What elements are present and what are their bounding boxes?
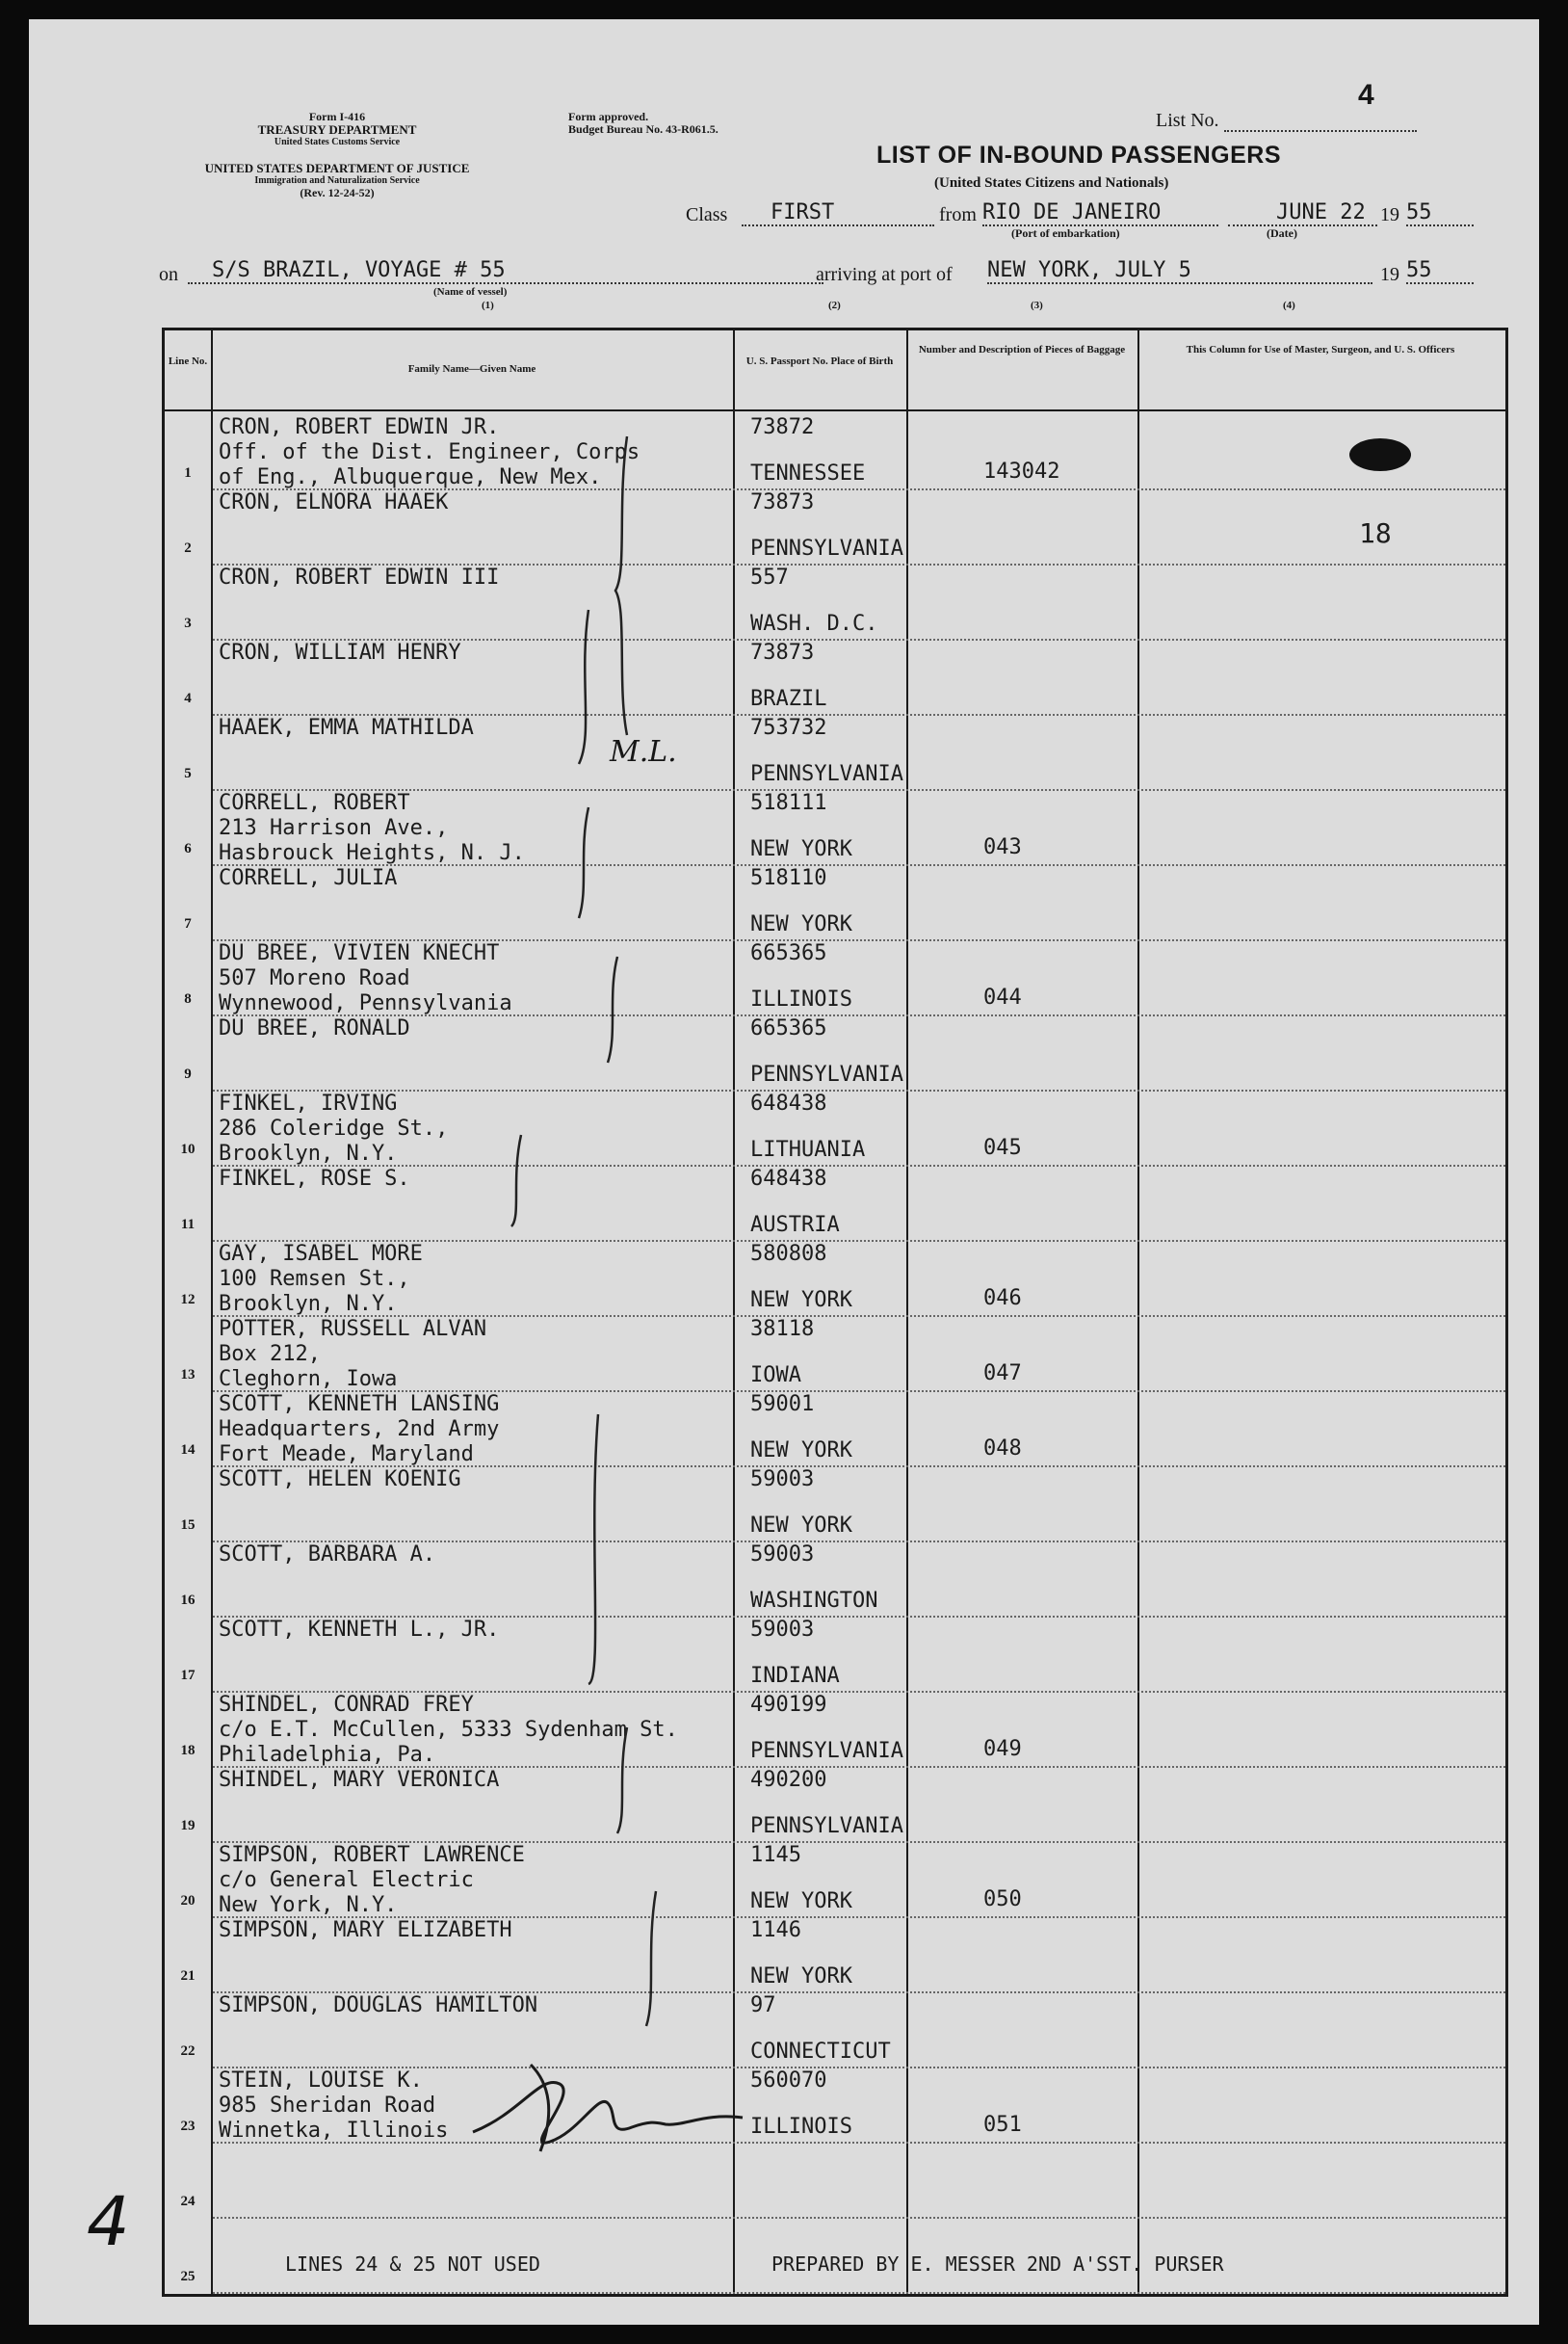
passenger-name: CRON, ELNORA HAAEK (219, 490, 449, 514)
form-info (193, 111, 482, 148)
place-of-birth: WASH. D.C. (750, 612, 878, 636)
passenger-name: SCOTT, BARBARA A. (219, 1542, 436, 1567)
service-2: Immigration and Naturalization Service (254, 175, 420, 186)
passenger-name: DU BREE, VIVIEN KNECHT 507 Moreno Road Wynnewood, Pennsylvania (219, 941, 512, 1015)
passport-number: 1146 (750, 1918, 801, 1942)
year-prefix: 19 (1380, 204, 1399, 225)
baggage-count: 143042 (983, 460, 1060, 484)
line-number: 19 (180, 1818, 196, 1833)
place-of-birth: PENNSYLVANIA (750, 537, 903, 561)
line-number: 21 (180, 1968, 196, 1984)
baggage-count: 050 (983, 1887, 1022, 1911)
from-value: RIO DE JANEIRO (982, 200, 1218, 226)
line-number: 8 (184, 991, 192, 1007)
passenger-name: CRON, ROBERT EDWIN III (219, 566, 500, 590)
passenger-name: STEIN, LOUISE K. 985 Sheridan Road Winnetka, Illinois (219, 2068, 449, 2143)
place-of-birth: NEW YORK (750, 1288, 852, 1312)
line-number: 9 (184, 1067, 192, 1082)
department: TREASURY DEPARTMENT (257, 122, 417, 137)
year-value: 55 (1406, 200, 1474, 226)
line-number: 16 (180, 1593, 196, 1608)
passport-number: 59003 (750, 1618, 815, 1642)
place-of-birth: TENNESSEE (750, 461, 866, 486)
form-info-2 (154, 162, 520, 199)
line-number: 3 (184, 616, 192, 631)
place-of-birth: LITHUANIA (750, 1138, 866, 1162)
place-of-birth: WASHINGTON (750, 1589, 878, 1613)
line-number: 2 (184, 540, 192, 556)
line-number: 25 (180, 2269, 196, 2284)
footer-unused: LINES 24 & 25 NOT USED (285, 2252, 540, 2276)
list-no-value: 4 (1358, 79, 1374, 111)
date-value: JUNE 22 (1228, 200, 1377, 226)
bracket-marks (165, 330, 839, 2294)
passenger-name: SCOTT, HELEN KOENIG (219, 1467, 461, 1491)
place-of-birth: PENNSYLVANIA (750, 762, 903, 786)
line-number: 22 (180, 2043, 196, 2059)
budget-bureau: Budget Bureau No. 43-R061.5. (568, 122, 719, 136)
year2-value: 55 (1406, 258, 1474, 284)
passport-number: 580808 (750, 1242, 827, 1266)
col-header-line-no: Line No. (168, 356, 208, 367)
col-header-passport: U. S. Passport No. Place of Birth (745, 356, 894, 367)
place-of-birth: PENNSYLVANIA (750, 1739, 903, 1763)
vessel-caption: (Name of vessel) (433, 286, 508, 298)
ink-blot (1349, 438, 1411, 471)
line-number: 15 (180, 1517, 196, 1533)
baggage-count: 046 (983, 1286, 1022, 1310)
passenger-name: CRON, WILLIAM HENRY (219, 641, 461, 665)
page-subtitle: (United States Citizens and Nationals) (934, 175, 1169, 191)
place-of-birth: INDIANA (750, 1664, 840, 1688)
line-number: 14 (180, 1442, 196, 1458)
column-1-marker: (1) (482, 300, 494, 311)
column-2-marker: (2) (828, 300, 841, 311)
passenger-name: SIMPSON, DOUGLAS HAMILTON (219, 1993, 538, 2017)
passport-number: 753732 (750, 716, 827, 740)
handwritten-ml: M.L. (610, 735, 677, 769)
class-label: Class (686, 204, 728, 225)
passenger-table (162, 328, 1508, 2297)
line-number: 20 (180, 1893, 196, 1909)
place-of-birth: ILLINOIS (750, 988, 852, 1012)
passenger-name: SCOTT, KENNETH LANSING Headquarters, 2nd Army Fort Meade, Maryland (219, 1392, 500, 1466)
baggage-count: 043 (983, 835, 1022, 859)
passenger-name: CORRELL, ROBERT 213 Harrison Ave., Hasbrouck Heights, N. J. (219, 791, 525, 865)
passenger-name: SHINDEL, CONRAD FREY c/o E.T. McCullen, 5333 Sydenham St. Philadelphia, Pa. (219, 1693, 678, 1767)
place-of-birth: IOWA (750, 1363, 801, 1387)
approval-info (568, 111, 780, 136)
baggage-count: 044 (983, 986, 1022, 1010)
revision: (Rev. 12-24-52) (300, 186, 375, 199)
col-header-officers: This Column for Use of Master, Surgeon, and U. S. Officers (1186, 344, 1455, 356)
form-number: Form I-416 (308, 110, 366, 123)
passport-number: 518111 (750, 791, 827, 815)
passport-number: 59003 (750, 1542, 815, 1567)
department-2: UNITED STATES DEPARTMENT OF JUSTICE (204, 161, 470, 175)
class-value: FIRST (742, 200, 934, 226)
footer-prepared: PREPARED BY E. MESSER 2ND A'SST. PURSER (771, 2252, 1224, 2276)
baggage-count: 045 (983, 1136, 1022, 1160)
passenger-name: POTTER, RUSSELL ALVAN Box 212, Cleghorn, Iowa (219, 1317, 487, 1391)
baggage-count: 048 (983, 1436, 1022, 1461)
year2-prefix: 19 (1380, 264, 1399, 285)
port-caption: (Port of embarkation) (1011, 226, 1120, 240)
line-number: 1 (184, 465, 192, 481)
place-of-birth: NEW YORK (750, 912, 852, 936)
passport-number: 648438 (750, 1092, 827, 1116)
list-no-label: List No. (1156, 110, 1219, 131)
line-number: 5 (184, 766, 192, 781)
col-header-baggage: Number and Description of Pieces of Baggage (918, 344, 1126, 356)
place-of-birth: PENNSYLVANIA (750, 1063, 903, 1087)
passport-number: 59001 (750, 1392, 815, 1416)
passport-number: 560070 (750, 2068, 827, 2093)
passport-number: 73873 (750, 490, 815, 514)
line-number: 24 (180, 2194, 196, 2209)
passenger-name: FINKEL, ROSE S. (219, 1167, 410, 1191)
passport-number: 490199 (750, 1693, 827, 1717)
passport-number: 59003 (750, 1467, 815, 1491)
list-no (1156, 110, 1474, 134)
passport-number: 665365 (750, 941, 827, 965)
passport-number: 97 (750, 1993, 776, 2017)
baggage-count: 049 (983, 1737, 1022, 1761)
passenger-name: CORRELL, JULIA (219, 866, 398, 890)
line-number: 17 (180, 1668, 196, 1683)
passenger-name: GAY, ISABEL MORE 100 Remsen St., Brooklyn, N.Y. (219, 1242, 423, 1316)
line-number: 6 (184, 841, 192, 856)
officer-note: 18 (1359, 517, 1392, 549)
col-header-name: Family Name—Given Name (407, 363, 536, 375)
line-number: 4 (184, 691, 192, 706)
place-of-birth: ILLINOIS (750, 2115, 852, 2139)
passenger-name: SHINDEL, MARY VERONICA (219, 1768, 500, 1792)
page-title: LIST OF IN-BOUND PASSENGERS (876, 142, 1282, 169)
place-of-birth: PENNSYLVANIA (750, 1814, 903, 1838)
line-number: 12 (180, 1292, 196, 1307)
passenger-name: SIMPSON, ROBERT LAWRENCE c/o General Electric New York, N.Y. (219, 1843, 525, 1917)
arrival-port-value: NEW YORK, JULY 5 (987, 258, 1372, 284)
vessel-value: S/S BRAZIL, VOYAGE # 55 (188, 258, 823, 284)
passport-number: 38118 (750, 1317, 815, 1341)
place-of-birth: NEW YORK (750, 1964, 852, 1988)
place-of-birth: AUSTRIA (750, 1213, 840, 1237)
passenger-name: DU BREE, RONALD (219, 1016, 410, 1040)
passport-number: 73872 (750, 415, 815, 439)
line-number: 23 (180, 2119, 196, 2134)
passenger-name: CRON, ROBERT EDWIN JR. Off. of the Dist. Engineer, Corps of Eng., Albuquerque, New Mex. (219, 415, 640, 489)
place-of-birth: NEW YORK (750, 837, 852, 861)
service: United States Customs Service (274, 137, 401, 147)
passenger-name: SIMPSON, MARY ELIZABETH (219, 1918, 512, 1942)
place-of-birth: NEW YORK (750, 1514, 852, 1538)
form-approved: Form approved. (568, 110, 649, 123)
column-3-marker: (3) (1031, 300, 1043, 311)
line-number: 10 (180, 1142, 196, 1157)
passport-number: 648438 (750, 1167, 827, 1191)
passenger-name: FINKEL, IRVING 286 Coleridge St., Brooklyn, N.Y. (219, 1092, 449, 1166)
place-of-birth: NEW YORK (750, 1438, 852, 1462)
line-number: 7 (184, 916, 192, 932)
place-of-birth: CONNECTICUT (750, 2040, 891, 2064)
manifest-page (29, 19, 1539, 2325)
line-number: 13 (180, 1367, 196, 1383)
passport-number: 73873 (750, 641, 815, 665)
column-4-marker: (4) (1283, 300, 1295, 311)
arriving-label: arriving at port of (816, 264, 953, 285)
passport-number: 665365 (750, 1016, 827, 1040)
line-number: 18 (180, 1743, 196, 1758)
margin-mark: 4 (87, 2182, 130, 2261)
date-caption: (Date) (1267, 226, 1297, 240)
passport-number: 518110 (750, 866, 827, 890)
line-number: 11 (180, 1217, 196, 1232)
baggage-count: 051 (983, 2113, 1022, 2137)
passport-number: 1145 (750, 1843, 801, 1867)
place-of-birth: BRAZIL (750, 687, 827, 711)
passport-number: 490200 (750, 1768, 827, 1792)
passenger-name: HAAEK, EMMA MATHILDA (219, 716, 474, 740)
passenger-name: SCOTT, KENNETH L., JR. (219, 1618, 500, 1642)
passport-number: 557 (750, 566, 789, 590)
baggage-count: 047 (983, 1361, 1022, 1385)
on-label: on (159, 264, 178, 285)
from-label: from (939, 204, 977, 225)
place-of-birth: NEW YORK (750, 1889, 852, 1913)
